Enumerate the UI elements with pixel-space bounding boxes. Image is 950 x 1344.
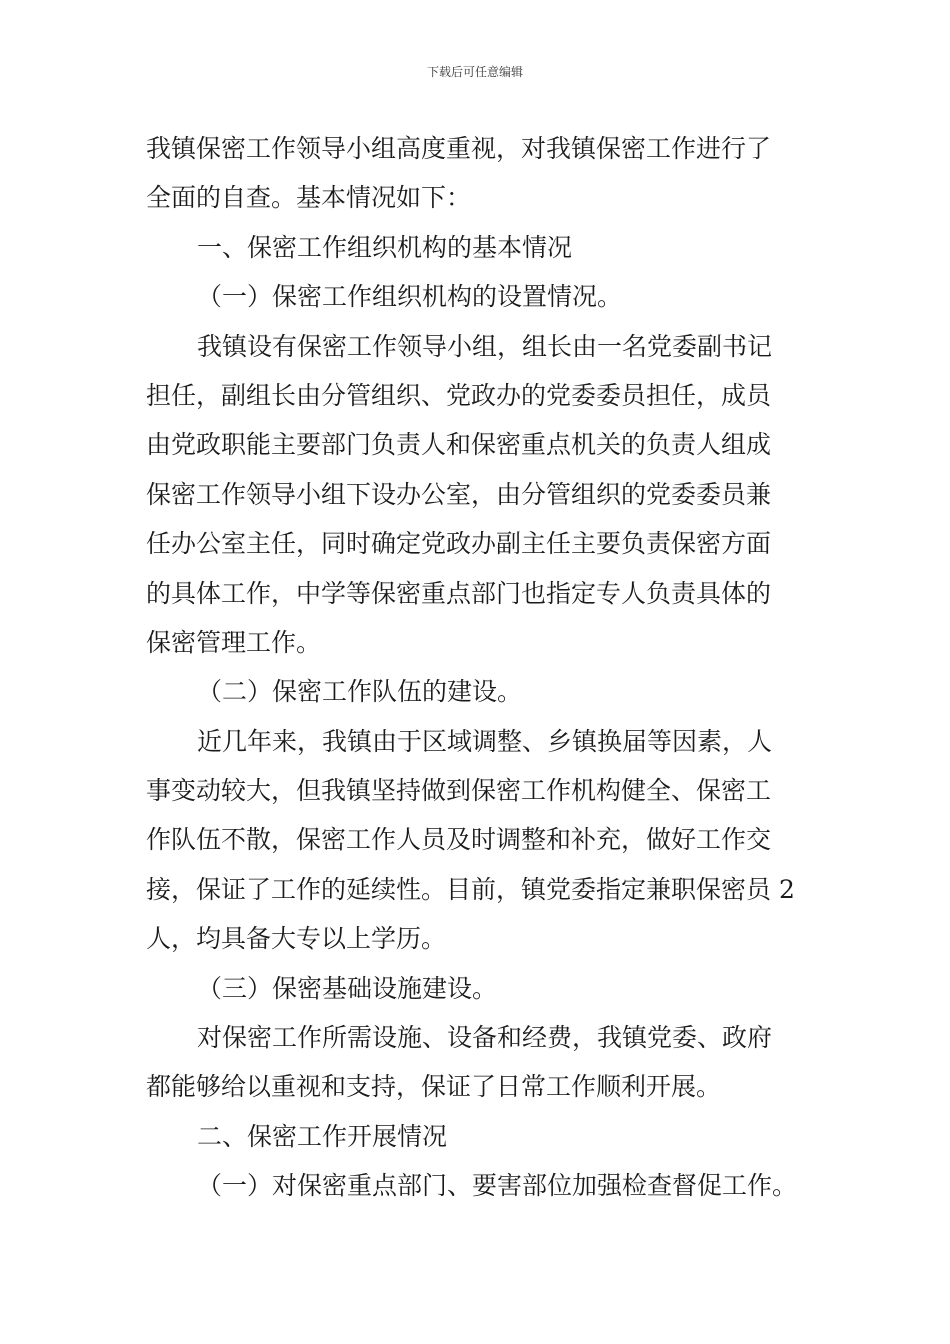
text-line: （一）对保密重点部门、要害部位加强检查督促工作。 <box>197 1171 798 1201</box>
text-line: 作队伍不散，保密工作人员及时调整和补充，做好工作交 <box>146 825 772 855</box>
text-line: 对保密工作所需设施、设备和经费，我镇党委、政府 <box>197 1023 773 1053</box>
text-line: 二、保密工作开展情况 <box>197 1121 448 1151</box>
text-line: （三）保密基础设施建设。 <box>197 973 498 1003</box>
text-line: 都能够给以重视和支持，保证了日常工作顺利开展。 <box>146 1072 722 1102</box>
text-line: 近几年来，我镇由于区域调整、乡镇换届等因素，人 <box>197 726 773 756</box>
page-header: 下载后可任意编辑 <box>426 65 523 79</box>
text-line: 一、保密工作组织机构的基本情况 <box>197 232 573 262</box>
text-line: 我镇设有保密工作领导小组，组长由一名党委副书记 <box>197 331 773 361</box>
text-line: （二）保密工作队伍的建设。 <box>197 677 523 707</box>
text-line: （一）保密工作组织机构的设置情况。 <box>197 282 623 312</box>
text-line: 保密工作领导小组下设办公室，由分管组织的党委委员兼 <box>146 479 772 509</box>
text-line: 任办公室主任，同时确定党政办副主任主要负责保密方面 <box>146 529 772 559</box>
text-line: 的具体工作，中学等保密重点部门也指定专人负责具体的 <box>146 578 772 608</box>
body-text <box>146 124 806 1211</box>
text-line: 担任，副组长由分管组织、党政办的党委委员担任，成员 <box>146 380 772 410</box>
text-line: 事变动较大，但我镇坚持做到保密工作机构健全、保密工 <box>146 776 772 806</box>
text-line: 人，均具备大专以上学历。 <box>146 924 447 954</box>
text-line: 全面的自查。基本情况如下： <box>146 183 472 213</box>
text-line: 由党政职能主要部门负责人和保密重点机关的负责人组成 <box>146 430 772 460</box>
text-line: 接，保证了工作的延续性。目前，镇党委指定兼职保密员 2 <box>146 874 795 904</box>
text-line: 我镇保密工作领导小组高度重视，对我镇保密工作进行了 <box>146 134 772 163</box>
text-line: 保密管理工作。 <box>146 627 322 657</box>
